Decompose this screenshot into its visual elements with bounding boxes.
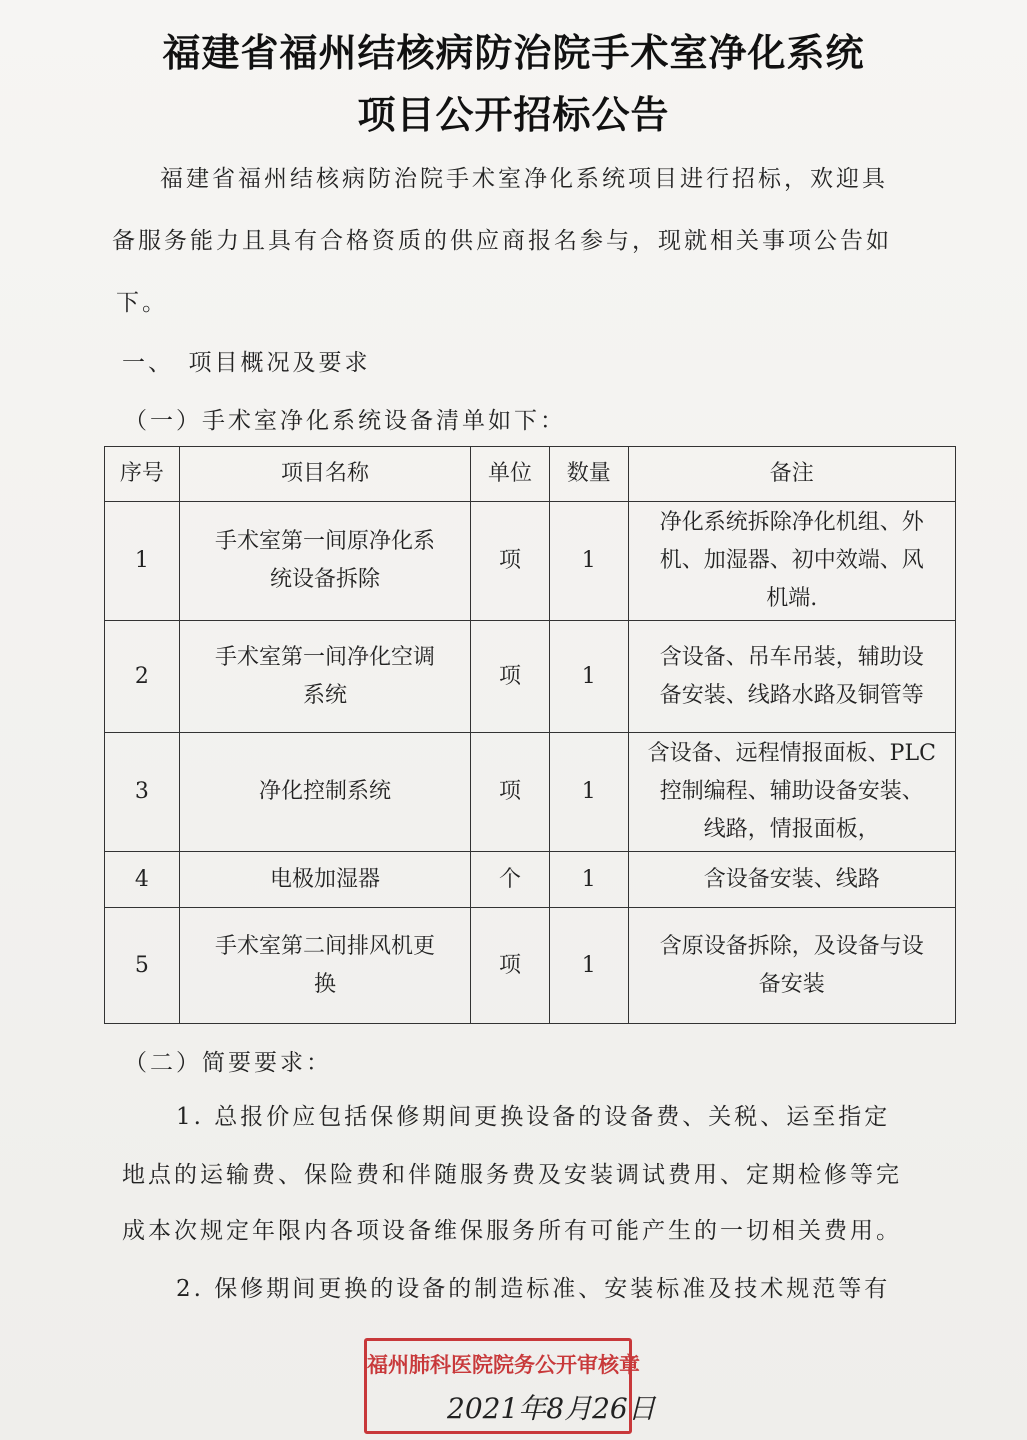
cell-note-line: 机、加湿器、初中效端、风	[659, 548, 924, 573]
header-qty: 数量	[549, 447, 628, 502]
requirement-1-line1: 1. 总报价应包括保修期间更换设备的设备费、关税、运至指定	[176, 1104, 891, 1130]
cell-qty: 1	[549, 852, 628, 908]
cell-unit: 项	[471, 733, 550, 852]
cell-no: 3	[105, 733, 180, 852]
cell-note-line: 含设备、吊车吊装，辅助设	[659, 644, 924, 670]
requirement-2-line1: 2. 保修期间更换的设备的制造标准、安装标准及技术规范等有	[176, 1276, 891, 1302]
header-name: 项目名称	[179, 447, 470, 502]
cell-no: 2	[105, 621, 180, 733]
table-row	[105, 733, 956, 852]
cell-note	[628, 852, 955, 908]
cell-note	[628, 733, 955, 852]
review-stamp	[364, 1338, 656, 1434]
table-row	[105, 621, 956, 733]
cell-unit: 项	[471, 908, 550, 1024]
cell-qty: 1	[549, 502, 628, 621]
cell-qty: 1	[549, 621, 628, 733]
cell-note	[628, 908, 955, 1024]
cell-unit: 个	[471, 852, 550, 908]
cell-no: 4	[105, 852, 180, 908]
cell-note-line: 线路，情报面板，	[703, 817, 880, 842]
cell-note-line: 含设备、远程情报面板、PLC	[647, 741, 936, 766]
cell-name	[179, 908, 470, 1024]
cell-note-line: 净化系统拆除净化机组、外	[659, 510, 924, 535]
cell-no: 5	[105, 908, 180, 1024]
cell-note	[628, 502, 955, 621]
cell-name-line: 换	[313, 971, 336, 997]
cell-name	[179, 502, 470, 621]
header-no: 序号	[105, 447, 180, 502]
intro-line2: 备服务能力且具有合格资质的供应商报名参与，现就相关事项公告如	[112, 228, 892, 254]
cell-unit: 项	[471, 502, 550, 621]
cell-name-line: 手术室第一间原净化系	[214, 529, 435, 554]
section1-sub1: （一）手术室净化系统设备清单如下：	[124, 408, 566, 434]
header-note: 备注	[628, 447, 955, 502]
equipment-table	[104, 446, 956, 1024]
requirement-1-line2: 地点的运输费、保险费和伴随服务费及安装调试费用、定期检修等完	[122, 1162, 902, 1188]
cell-unit: 项	[471, 621, 550, 733]
table-row	[105, 502, 956, 621]
section1-heading: 一、 项目概况及要求	[122, 350, 371, 376]
cell-note-line: 控制编程、辅助设备安装、	[659, 779, 924, 804]
document-title-line2: 项目公开招标公告	[357, 93, 670, 137]
cell-note	[628, 621, 955, 733]
stamp-text: 福州肺科医院院务公开审核章	[367, 1353, 640, 1377]
table-header-row	[105, 447, 956, 502]
section2-sub2: （二）简要要求：	[124, 1050, 332, 1076]
table-row	[105, 908, 956, 1024]
requirement-1-line3: 成本次规定年限内各项设备维保服务所有可能产生的一切相关费用。	[122, 1218, 902, 1244]
cell-name-line: 统设备拆除	[269, 567, 380, 592]
cell-name	[179, 852, 470, 908]
stamp-date: 2021年8月26日	[447, 1392, 656, 1425]
intro-line1: 福建省福州结核病防治院手术室净化系统项目进行招标，欢迎具	[160, 166, 888, 192]
cell-name	[179, 621, 470, 733]
cell-qty: 1	[549, 733, 628, 852]
cell-name	[179, 733, 470, 852]
cell-qty: 1	[549, 908, 628, 1024]
intro-line3: 下。	[116, 290, 168, 316]
cell-note-line: 备安装、线路水路及铜管等	[659, 682, 924, 708]
cell-name-line: 电极加湿器	[269, 866, 380, 892]
cell-note-line: 含原设备拆除，及设备与设	[659, 933, 924, 959]
cell-name-line: 手术室第一间净化空调	[214, 644, 435, 670]
cell-no: 1	[105, 502, 180, 621]
cell-name-line: 净化控制系统	[258, 779, 391, 804]
table-row	[105, 852, 956, 908]
header-unit: 单位	[471, 447, 550, 502]
cell-name-line: 手术室第二间排风机更	[214, 933, 435, 959]
cell-note-line: 含设备安装、线路	[703, 866, 880, 892]
cell-note-line: 机端.	[766, 586, 818, 611]
cell-note-line: 备安装	[758, 971, 825, 997]
document-title-line1: 福建省福州结核病防治院手术室净化系统	[162, 31, 865, 75]
cell-name-line: 系统	[302, 682, 347, 708]
